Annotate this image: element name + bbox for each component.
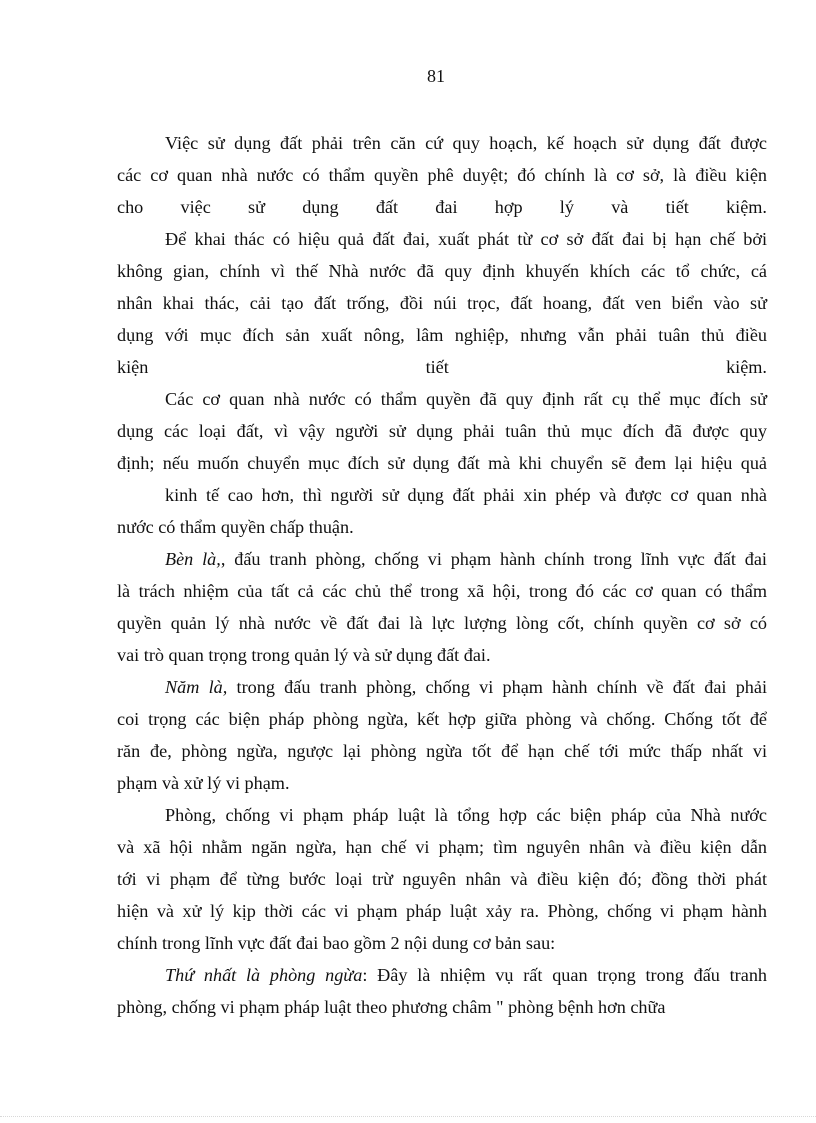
word: lý <box>559 197 574 217</box>
text-line: và xã hội nhằm ngăn ngừa, hạn chế vi phạm; tìm nguyên nhân và điều kiện dẫn <box>117 837 767 857</box>
text-line: là trách nhiệm của tất cả các chủ thể trong xã hội, trong đó các cơ quan có thẩm <box>117 581 767 601</box>
text-line: nước có thẩm quyền chấp thuận. <box>117 517 354 537</box>
text-line: vai trò quan trọng trong quản lý và sử dụng đất đai. <box>117 645 491 665</box>
word: dụng <box>302 197 339 217</box>
word: kiện <box>117 357 149 377</box>
text-line: Các cơ quan nhà nước có thẩm quyền đã quy định rất cụ thể mục đích sử <box>165 389 767 409</box>
word: sử <box>248 197 265 217</box>
text-line: kinh tế cao hơn, thì người sử dụng đất phải xin phép và được cơ quan nhà <box>165 485 767 505</box>
text-line <box>165 675 767 699</box>
spread-line <box>117 355 767 379</box>
text-line: Việc sử dụng đất phải trên căn cứ quy hoạch, kế hoạch sử dụng đất được <box>165 133 767 153</box>
page-bottom-rule <box>0 1116 816 1117</box>
italic-lead: Năm là, <box>165 677 228 697</box>
text-line: Để khai thác có hiệu quả đất đai, xuất phát từ cơ sở đất đai bị hạn chế bởi <box>165 229 767 249</box>
word: đất <box>375 197 399 217</box>
text-segment: , đấu tranh phòng, chống vi phạm hành chính trong lĩnh vực đất đai <box>220 549 767 569</box>
text-line: Phòng, chống vi phạm pháp luật là tổng hợp các biện pháp của Nhà nước <box>165 805 767 825</box>
word: đai <box>435 197 458 217</box>
text-line: phòng, chống vi phạm pháp luật theo phương châm " phòng bệnh hơn chữa <box>117 997 666 1017</box>
text-line: hiện và xử lý kịp thời các vi phạm pháp luật xảy ra. Phòng, chống vi phạm hành <box>117 901 767 921</box>
word: và <box>611 197 629 217</box>
text-line: dụng các loại đất, vì vậy người sử dụng phải tuân thủ mục đích đã được quy <box>117 421 767 441</box>
text-line <box>165 963 767 987</box>
word: kiệm. <box>726 197 767 217</box>
text-line: định; nếu muốn chuyển mục đích sử dụng đất mà khi chuyển sẽ đem lại hiệu quả <box>117 453 767 473</box>
text-line <box>165 547 767 571</box>
spread-line <box>117 195 767 219</box>
text-line: các cơ quan nhà nước có thẩm quyền phê duyệt; đó chính là cơ sở, là điều kiện <box>117 165 767 185</box>
text-line: tới vi phạm để từng bước loại trừ nguyên nhân và điều kiện đó; đồng thời phát <box>117 869 767 889</box>
text-line: chính trong lĩnh vực đất đai bao gồm 2 nội dung cơ bản sau: <box>117 933 556 953</box>
word: tiết <box>425 357 449 377</box>
word: kiệm. <box>726 357 767 377</box>
text-line: coi trọng các biện pháp phòng ngừa, kết hợp giữa phòng và chống. Chống tốt để <box>117 709 767 729</box>
text-line: dụng với mục đích sản xuất nông, lâm nghiệp, nhưng vẫn phải tuân thủ điều <box>117 325 767 345</box>
page-number: 81 <box>427 66 445 86</box>
text-line: nhân khai thác, cải tạo đất trống, đồi núi trọc, đất hoang, đất ven biển vào sử <box>117 293 767 313</box>
italic-lead: Thứ nhất là phòng ngừa <box>165 965 363 985</box>
text-line: răn đe, phòng ngừa, ngược lại phòng ngừa tốt để hạn chế tới mức thấp nhất vi <box>117 741 767 761</box>
text-line: không gian, chính vì thế Nhà nước đã quy định khuyến khích các tổ chức, cá <box>117 261 767 281</box>
word: tiết <box>665 197 689 217</box>
text-segment: : Đây là nhiệm vụ rất quan trọng trong đấu tranh <box>362 965 768 985</box>
italic-lead: Bèn là, <box>165 549 221 569</box>
word: việc <box>180 197 211 217</box>
word: hợp <box>494 197 523 217</box>
text-line: quyền quản lý nhà nước về đất đai là lực lượng lòng cốt, chính quyền cơ sở có <box>117 613 767 633</box>
text-line: phạm và xử lý vi phạm. <box>117 773 290 793</box>
word: cho <box>117 197 144 217</box>
text-segment: trong đấu tranh phòng, chống vi phạm hành chính về đất đai phải <box>227 677 768 697</box>
